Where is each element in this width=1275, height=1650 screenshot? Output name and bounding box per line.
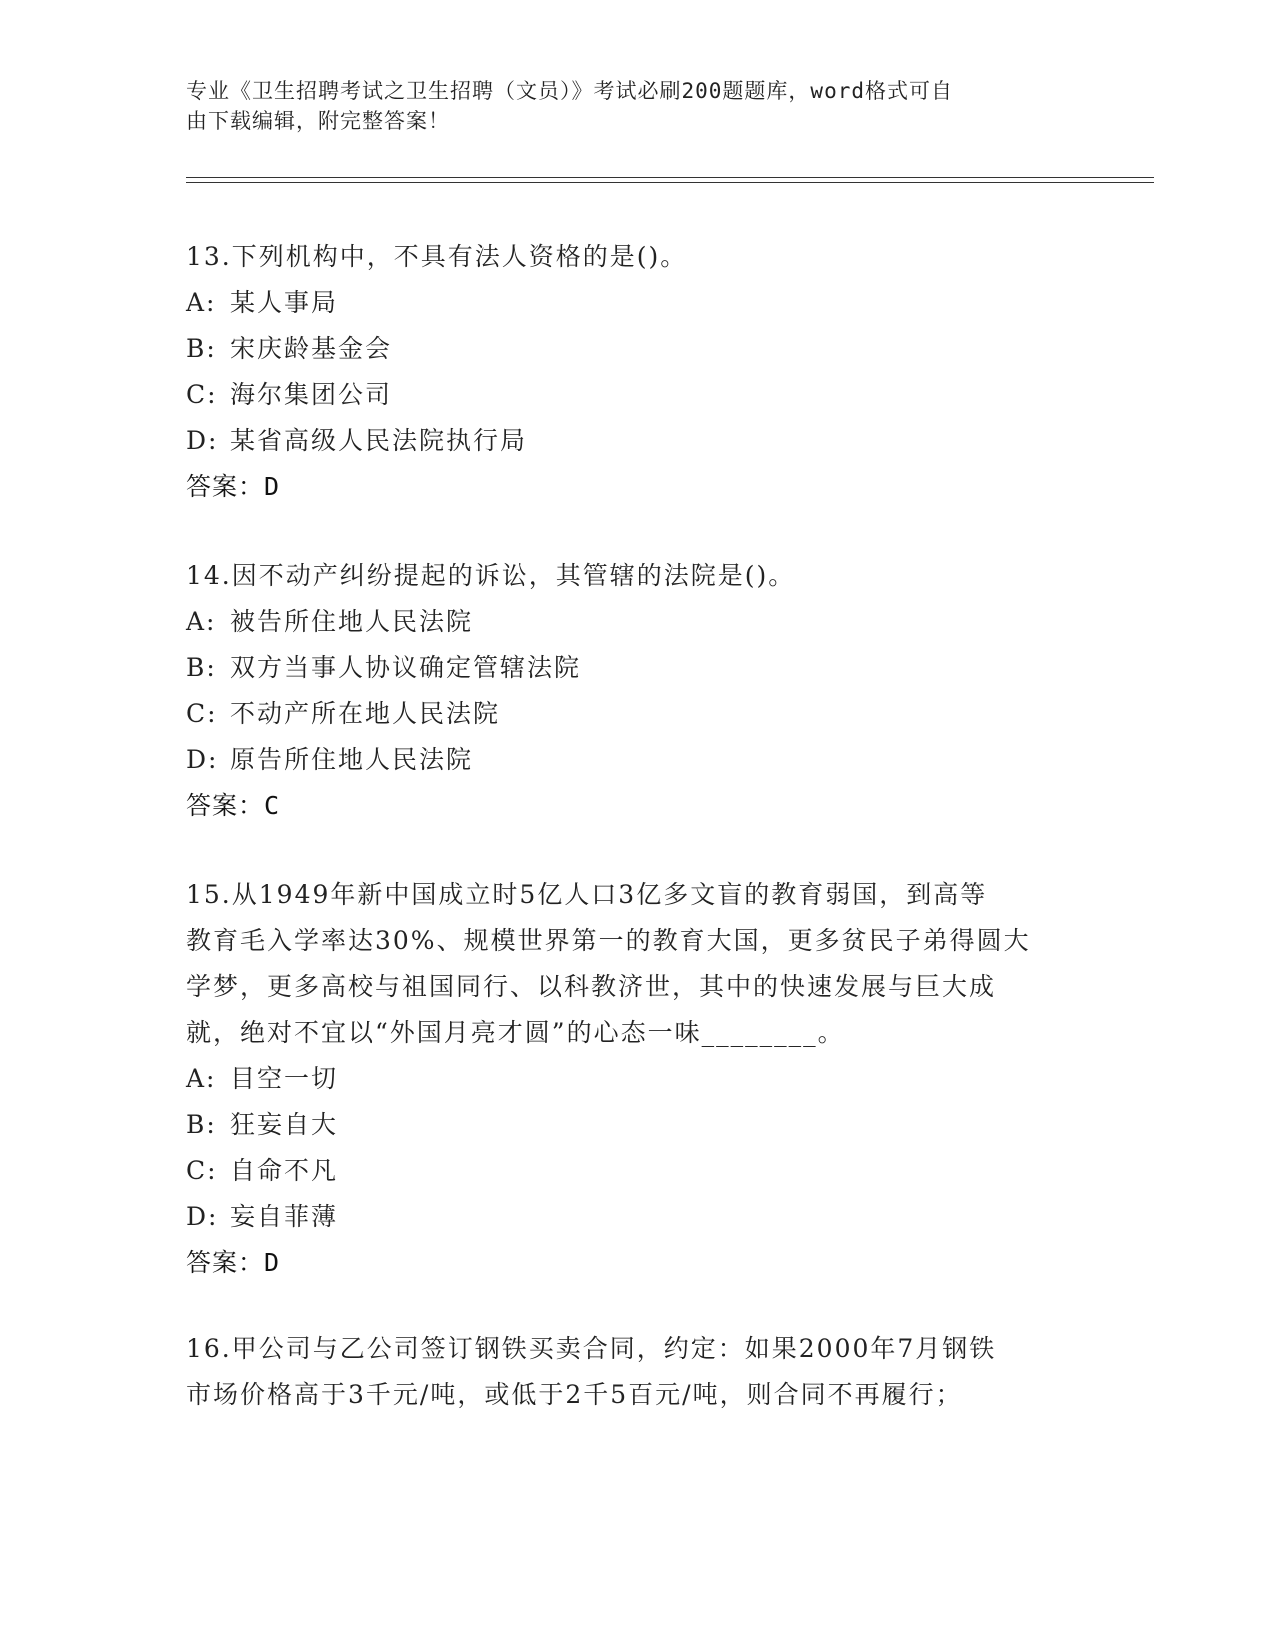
option-text: 双方当事人协议确定管辖法院	[230, 653, 582, 682]
option-letter: A:	[186, 607, 217, 636]
option-letter: B:	[186, 1110, 217, 1139]
header-divider-bottom	[186, 182, 1154, 183]
question-15	[186, 872, 1086, 1286]
stem-line: 16.甲公司与乙公司签订钢铁买卖合同，约定：如果2000年7月钢铁	[186, 1334, 997, 1363]
option-a	[186, 599, 1086, 645]
answer-line	[186, 464, 1086, 510]
option-c	[186, 372, 1086, 418]
question-stem	[186, 553, 1086, 599]
option-a	[186, 1056, 1086, 1102]
option-letter: D:	[186, 426, 219, 455]
option-letter: B:	[186, 653, 217, 682]
option-b	[186, 1102, 1086, 1148]
answer-label: 答案：	[186, 1248, 265, 1277]
option-letter: B:	[186, 334, 217, 363]
option-letter: A:	[186, 1064, 217, 1093]
answer-label: 答案：	[186, 472, 265, 501]
stem-line: 教育毛入学率达30%、规模世界第一的教育大国，更多贫民子弟得圆大	[186, 926, 1031, 955]
question-stem	[186, 1326, 1086, 1418]
header-line-2: 由下载编辑，附完整答案！	[186, 109, 450, 133]
option-d	[186, 737, 1086, 783]
option-text: 原告所住地人民法院	[230, 745, 474, 774]
option-text: 狂妄自大	[230, 1110, 339, 1139]
stem-line: 学梦，更多高校与祖国同行、以科教济世，其中的快速发展与巨大成	[186, 972, 997, 1001]
answer-value: C	[264, 791, 281, 820]
answer-line	[186, 783, 1086, 829]
option-text: 宋庆龄基金会	[230, 334, 393, 363]
stem-line: 15.从1949年新中国成立时5亿人口3亿多文盲的教育弱国，到高等	[186, 880, 988, 909]
option-c	[186, 691, 1086, 737]
question-stem	[186, 234, 1086, 280]
option-c	[186, 1148, 1086, 1194]
option-text: 妄自菲薄	[230, 1202, 339, 1231]
option-b	[186, 326, 1086, 372]
option-text: 目空一切	[230, 1064, 339, 1093]
option-letter: C:	[186, 380, 218, 409]
question-13	[186, 234, 1086, 510]
header-line-1: 专业《卫生招聘考试之卫生招聘（文员）》考试必刷200题题库，word格式可自	[186, 79, 953, 103]
answer-line	[186, 1240, 1086, 1286]
question-stem	[186, 872, 1086, 1056]
option-letter: C:	[186, 1156, 218, 1185]
option-text: 某省高级人民法院执行局	[230, 426, 528, 455]
stem-line: 14.因不动产纠纷提起的诉讼，其管辖的法院是()。	[186, 561, 796, 590]
option-letter: A:	[186, 288, 217, 317]
document-header	[186, 76, 1066, 136]
answer-value: D	[264, 1248, 281, 1277]
question-14	[186, 553, 1086, 829]
option-d	[186, 1194, 1086, 1240]
option-d	[186, 418, 1086, 464]
option-letter: D:	[186, 745, 219, 774]
option-b	[186, 645, 1086, 691]
question-16	[186, 1326, 1086, 1418]
option-text: 海尔集团公司	[230, 380, 393, 409]
answer-value: D	[264, 472, 281, 501]
option-text: 不动产所在地人民法院	[230, 699, 501, 728]
option-letter: C:	[186, 699, 218, 728]
answer-label: 答案：	[186, 791, 265, 820]
option-text: 被告所住地人民法院	[230, 607, 474, 636]
stem-line: 市场价格高于3千元/吨，或低于2千5百元/吨，则合同不再履行；	[186, 1380, 963, 1409]
header-divider-top	[186, 177, 1154, 178]
option-text: 某人事局	[230, 288, 339, 317]
option-a	[186, 280, 1086, 326]
stem-line: 13.下列机构中，不具有法人资格的是()。	[186, 242, 688, 271]
option-text: 自命不凡	[230, 1156, 339, 1185]
option-letter: D:	[186, 1202, 219, 1231]
stem-line: 就，绝对不宜以“外国月亮才圆”的心态一味________。	[186, 1018, 845, 1047]
